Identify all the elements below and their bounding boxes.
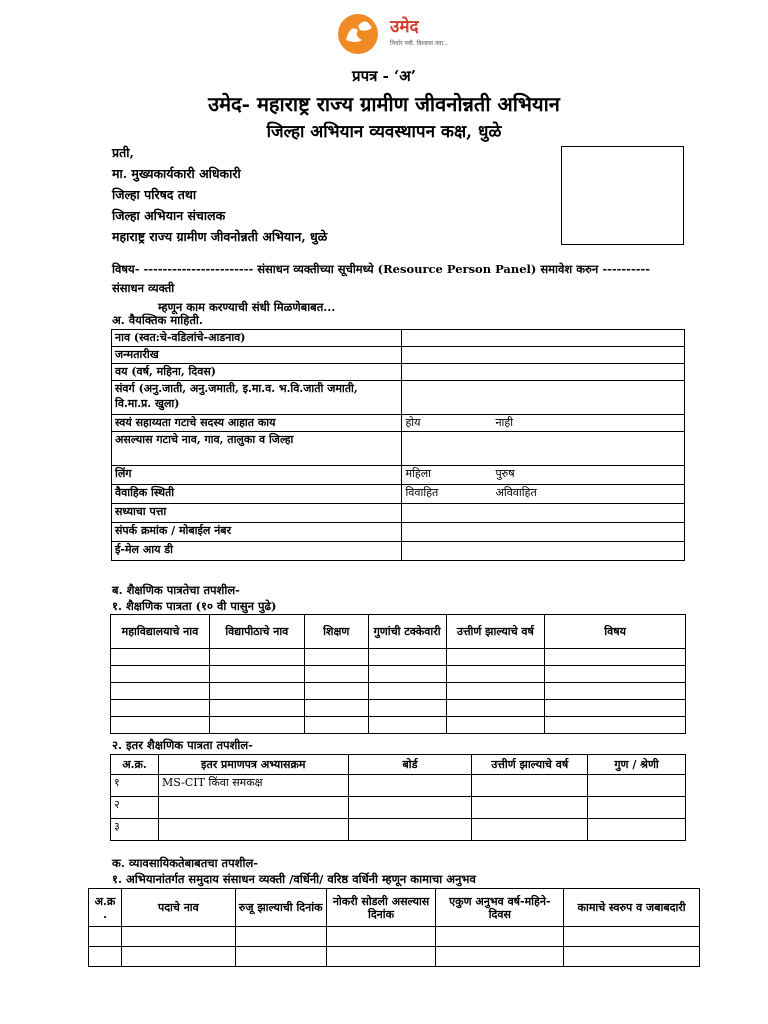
option-male[interactable]: पुरुष: [495, 467, 515, 480]
table-cell[interactable]: [472, 819, 588, 841]
column-header: नोकरी सोडली असल्यास दिनांक: [326, 889, 436, 927]
table-cell[interactable]: [209, 666, 304, 683]
table-cell[interactable]: [235, 947, 326, 967]
table-header-row: [111, 615, 686, 649]
table-cell[interactable]: [89, 927, 122, 947]
section-b-sub1: १. शैक्षणिक पात्रता (१० वी पासुन पुढे): [112, 599, 277, 613]
table-row: [111, 797, 686, 819]
table-cell[interactable]: [304, 700, 368, 717]
table-cell[interactable]: [89, 947, 122, 967]
table-cell[interactable]: [588, 797, 686, 819]
column-header: गुणांची टक्केवारी: [368, 615, 446, 649]
table-cell[interactable]: [348, 819, 472, 841]
table-cell[interactable]: [545, 649, 686, 666]
table-cell[interactable]: [209, 649, 304, 666]
option-female[interactable]: महिला: [405, 467, 432, 480]
column-header: एकुण अनुभव वर्ष-महिने-दिवस: [436, 889, 564, 927]
subject-line1: विषय- ----------------------- संसाधन व्यक्तीच्या सूचीमध्ये (Resource Person Panel) समावेश करुन ---------- संसाधन व्यक्ती: [112, 262, 651, 295]
table-cell[interactable]: [436, 927, 564, 947]
experience-table: [88, 888, 700, 967]
column-header: उत्तीर्ण झाल्याचे वर्ष: [446, 615, 545, 649]
address-line: जिल्हा अभियान संचालक: [112, 208, 226, 223]
column-header: बोर्ड: [348, 755, 472, 775]
table-cell[interactable]: [235, 927, 326, 947]
table-cell[interactable]: [121, 927, 235, 947]
course-name[interactable]: [158, 819, 348, 841]
course-name: MS-CIT किंवा समकक्ष: [158, 775, 348, 797]
other-qualification-table: [110, 754, 686, 841]
table-cell[interactable]: [564, 927, 700, 947]
option-married[interactable]: विवाहित: [405, 486, 439, 499]
table-row: [112, 542, 685, 561]
table-cell[interactable]: [326, 947, 436, 967]
logo-circle-icon: [338, 14, 378, 54]
option-unmarried[interactable]: अविवाहित: [495, 486, 537, 499]
address-line: प्रती,: [112, 145, 134, 160]
table-cell[interactable]: [368, 666, 446, 683]
column-header: गुण / श्रेणी: [588, 755, 686, 775]
email-field[interactable]: [402, 542, 685, 561]
table-row: [112, 432, 685, 466]
table-row: [112, 330, 685, 347]
form-number: प्रपत्र - ‘अ’: [352, 67, 416, 85]
table-row: [112, 466, 685, 485]
column-header: रुजू झाल्याची दिनांक: [235, 889, 326, 927]
gender-field[interactable]: [402, 466, 685, 485]
table-cell[interactable]: [545, 717, 686, 734]
column-header: उत्तीर्ण झाल्याचे वर्ष: [472, 755, 588, 775]
name-field[interactable]: [402, 330, 685, 347]
table-cell[interactable]: [545, 700, 686, 717]
row-label: [112, 381, 402, 415]
row-label: नाव (स्वत:चे-वडिलांचे-आडनाव): [112, 330, 402, 347]
table-cell[interactable]: [111, 683, 210, 700]
table-header-row: [111, 755, 686, 775]
column-header: अ.क्र .: [89, 889, 122, 927]
column-header: विषय: [545, 615, 686, 649]
serial-number: २: [111, 797, 159, 819]
table-cell[interactable]: [348, 775, 472, 797]
address-line: जिल्हा परिषद तथा: [112, 187, 197, 202]
section-b-sub2: २. इतर शैक्षणिक पात्रता तपशील-: [112, 738, 253, 752]
table-cell[interactable]: [304, 717, 368, 734]
shg-member-field[interactable]: [402, 415, 685, 432]
address-block: [112, 142, 327, 247]
table-row: [112, 504, 685, 523]
page-subtitle: जिल्हा अभियान व्यवस्थापन कक्ष, धुळे: [266, 122, 502, 142]
table-cell[interactable]: [348, 797, 472, 819]
table-row: [112, 415, 685, 432]
row-label: संपर्क क्रमांक / मोबाईल नंबर: [112, 523, 402, 542]
table-cell[interactable]: [304, 666, 368, 683]
option-yes[interactable]: होय: [405, 416, 421, 429]
section-b-heading: ब. शैक्षणिक पात्रतेचा तपशील-: [112, 583, 240, 597]
logo-tagline: निर्धार नवी, विश्वास नवा...: [390, 40, 449, 47]
table-cell[interactable]: [209, 717, 304, 734]
table-row: [89, 947, 700, 967]
table-row: [111, 700, 686, 717]
option-no[interactable]: नाही: [495, 416, 514, 429]
row-label: वैवाहिक स्थिती: [112, 485, 402, 504]
table-row: [112, 485, 685, 504]
table-row: [112, 523, 685, 542]
table-cell[interactable]: [368, 683, 446, 700]
column-header: अ.क्र.: [111, 755, 159, 775]
section-c-sub1: १. अभियानांतर्गत समुदाय संसाधन व्यक्ती /वर्धिनी/ वरिष्ठ वर्धिनी म्हणून कामाचा अनुभव: [112, 872, 476, 886]
mobile-field[interactable]: [402, 523, 685, 542]
column-header: कामाचे स्वरुप व जबाबदारी: [564, 889, 700, 927]
table-row: [111, 819, 686, 841]
photo-box[interactable]: [561, 146, 684, 245]
row-label: स्वयं सहाय्यता गटाचे सदस्य आहात काय: [112, 415, 402, 432]
page-title: उमेद- महाराष्ट्र राज्य ग्रामीण जीवनोन्नती अभियान: [208, 92, 560, 116]
column-header: इतर प्रमाणपत्र अभ्यासक्रम: [158, 755, 348, 775]
dob-field[interactable]: [402, 347, 685, 364]
table-cell[interactable]: [368, 717, 446, 734]
table-cell[interactable]: [436, 947, 564, 967]
table-cell[interactable]: [588, 775, 686, 797]
table-cell[interactable]: [472, 775, 588, 797]
section-c-heading: क. व्यावसायिकतेबाबतचा तपशील-: [112, 856, 259, 870]
table-row: [112, 381, 685, 415]
table-row: [112, 364, 685, 381]
table-cell[interactable]: [368, 700, 446, 717]
table-cell[interactable]: [111, 649, 210, 666]
table-cell[interactable]: [446, 649, 545, 666]
address-line: मा. मुख्यकार्यकारी अधिकारी: [112, 166, 241, 181]
table-cell[interactable]: [111, 666, 210, 683]
education-table: [110, 614, 686, 734]
row-label: ई-मेल आय डी: [112, 542, 402, 561]
row-label: जन्मतारीख: [112, 347, 402, 364]
row-label: वय (वर्ष, महिना, दिवस): [112, 364, 402, 381]
table-cell[interactable]: [304, 683, 368, 700]
column-header: महाविद्यालयाचे नाव: [111, 615, 210, 649]
table-cell[interactable]: [304, 649, 368, 666]
table-cell[interactable]: [564, 947, 700, 967]
table-header-row: [89, 889, 700, 927]
table-cell[interactable]: [209, 700, 304, 717]
table-cell[interactable]: [209, 683, 304, 700]
serial-number: १: [111, 775, 159, 797]
subject-line2: म्हणून काम करण्याची संधी मिळणेबाबत...: [158, 300, 336, 314]
column-header: शिक्षण: [304, 615, 368, 649]
table-cell[interactable]: [588, 819, 686, 841]
column-header: विद्यापीठाचे नाव: [209, 615, 304, 649]
category-field[interactable]: [402, 381, 685, 415]
table-row: [111, 775, 686, 797]
logo-brand: उमेद: [390, 17, 419, 37]
address-field[interactable]: [402, 504, 685, 523]
serial-number: ३: [111, 819, 159, 841]
table-cell[interactable]: [111, 700, 210, 717]
table-cell[interactable]: [446, 700, 545, 717]
group-details-field[interactable]: [402, 432, 685, 466]
table-cell[interactable]: [121, 947, 235, 967]
table-cell[interactable]: [545, 683, 686, 700]
row-label: लिंग: [112, 466, 402, 485]
age-field[interactable]: [402, 364, 685, 381]
address-line: महाराष्ट्र राज्य ग्रामीण जीवनोन्नती अभियान, धुळे: [112, 229, 328, 244]
column-header: पदाचे नाव: [121, 889, 235, 927]
table-row: [89, 927, 700, 947]
table-row: [112, 347, 685, 364]
marital-status-field[interactable]: [402, 485, 685, 504]
table-cell[interactable]: [111, 717, 210, 734]
row-label-line: वि.मा.प्र. खुला): [115, 397, 180, 410]
table-row: [111, 683, 686, 700]
table-cell[interactable]: [472, 797, 588, 819]
table-cell[interactable]: [446, 717, 545, 734]
row-label: सध्याचा पत्ता: [112, 504, 402, 523]
section-a-heading: अ. वैयक्तिक माहिती.: [112, 313, 203, 327]
table-cell[interactable]: [368, 649, 446, 666]
subject-block: [112, 260, 682, 317]
table-row: [111, 666, 686, 683]
row-label-line: संवर्ग (अनु.जाती, अनु.जमाती, इ.मा.व. भ.वि.जाती जमाती,: [115, 382, 358, 395]
table-cell[interactable]: [446, 666, 545, 683]
table-row: [111, 649, 686, 666]
personal-info-table: [111, 329, 685, 561]
table-cell[interactable]: [545, 666, 686, 683]
table-row: [111, 717, 686, 734]
row-label: असल्यास गटाचे नाव, गाव, तालुका व जिल्हा: [112, 432, 402, 466]
table-cell[interactable]: [446, 683, 545, 700]
table-cell[interactable]: [326, 927, 436, 947]
course-name[interactable]: [158, 797, 348, 819]
